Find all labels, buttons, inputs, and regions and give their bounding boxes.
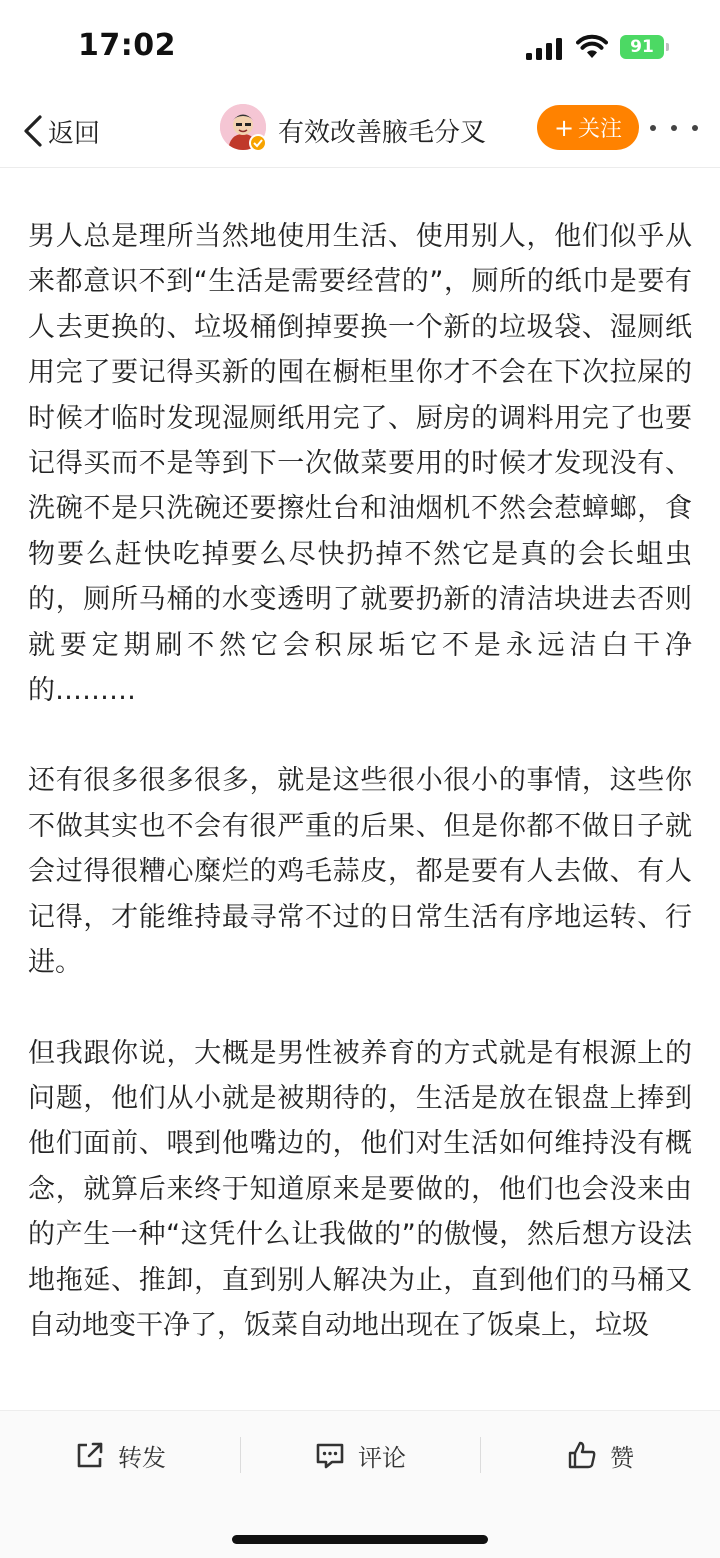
follow-button[interactable] [537, 105, 639, 150]
nav-title[interactable]: 有效改善腋毛分叉 [278, 118, 487, 148]
article-body [28, 214, 692, 1410]
verified-badge-icon [249, 134, 267, 152]
more-dot [650, 125, 656, 131]
repost-label: 转发 [118, 1443, 166, 1472]
plus-icon: + [553, 113, 575, 142]
battery-icon [620, 35, 668, 59]
more-dot [671, 125, 677, 131]
article-paragraph: 男人总是理所当然地使用生活、使用别人，他们似乎从来都意识不到“生活是需要经营的”，厕所的纸巾是要有人去更换的、垃圾桶倒掉要换一个新的垃圾袋、湿厕纸用完了要记得买新的囤在橱柜里你才不会在下次拉屎的时候才临时发现湿厕纸用完了、厨房的调料用完了也要记得买而不是等到下一次做菜要用的时候才发现没有、洗碗不是只洗碗还要擦灶台和油烟机不然会惹蟑螂，食物要么赶快吃掉要么尽快扔掉不然它是真的会长蛆虫的，厕所马桶的水变透明了就要扔新的清洁块进去否则就要定期刷不然它会积尿垢它不是永远洁白干净的……… [28, 221, 692, 707]
action-divider [480, 1437, 481, 1473]
article-paragraph: 但我跟你说，大概是男性被养育的方式就是有根源上的问题，他们从小就是被期待的，生活是放在银盘上捧到他们面前、喂到他嘴边的，他们对生活如何维持没有概念，就算后来终于知道原来是要做的，他们也会没来由的产生一种“这凭什么让我做的”的傲慢，然后想方设法地拖延、推卸，直到别人解决为止，直到他们的马桶又自动地变干净了，饭菜自动地出现在了饭桌上，垃圾 [28, 1037, 692, 1341]
like-button[interactable] [566, 1431, 634, 1479]
back-button[interactable] [20, 106, 100, 156]
nav-bar [0, 96, 720, 168]
status-bar [0, 0, 720, 96]
wifi-icon [576, 34, 608, 60]
article-paragraph: 还有很多很多很多，就是这些很小很小的事情，这些你不做其实也不会有很严重的后果、但是你都不做日子就会过得很糟心糜烂的鸡毛蒜皮，都是要有人去做、有人记得，才能维持最寻常不过的日常生活有序地运转、行进。 [28, 765, 692, 979]
like-label: 赞 [610, 1443, 634, 1472]
battery-tip [666, 43, 669, 51]
battery-level: 91 [630, 37, 654, 57]
more-dot [692, 125, 698, 131]
home-indicator[interactable] [232, 1535, 488, 1544]
repost-icon [74, 1439, 106, 1471]
back-label: 返回 [48, 118, 101, 149]
comment-button[interactable] [314, 1431, 406, 1479]
bottom-action-bar [0, 1410, 720, 1558]
comment-label: 评论 [358, 1443, 406, 1472]
action-divider [240, 1437, 241, 1473]
repost-button[interactable] [74, 1431, 166, 1479]
chevron-left-icon [20, 111, 46, 151]
signal-icon [526, 38, 564, 60]
comment-icon [314, 1439, 346, 1471]
more-icon[interactable] [650, 110, 698, 146]
like-icon [566, 1439, 598, 1471]
follow-label: 关注 [578, 117, 623, 142]
status-time: 17:02 [78, 28, 176, 63]
